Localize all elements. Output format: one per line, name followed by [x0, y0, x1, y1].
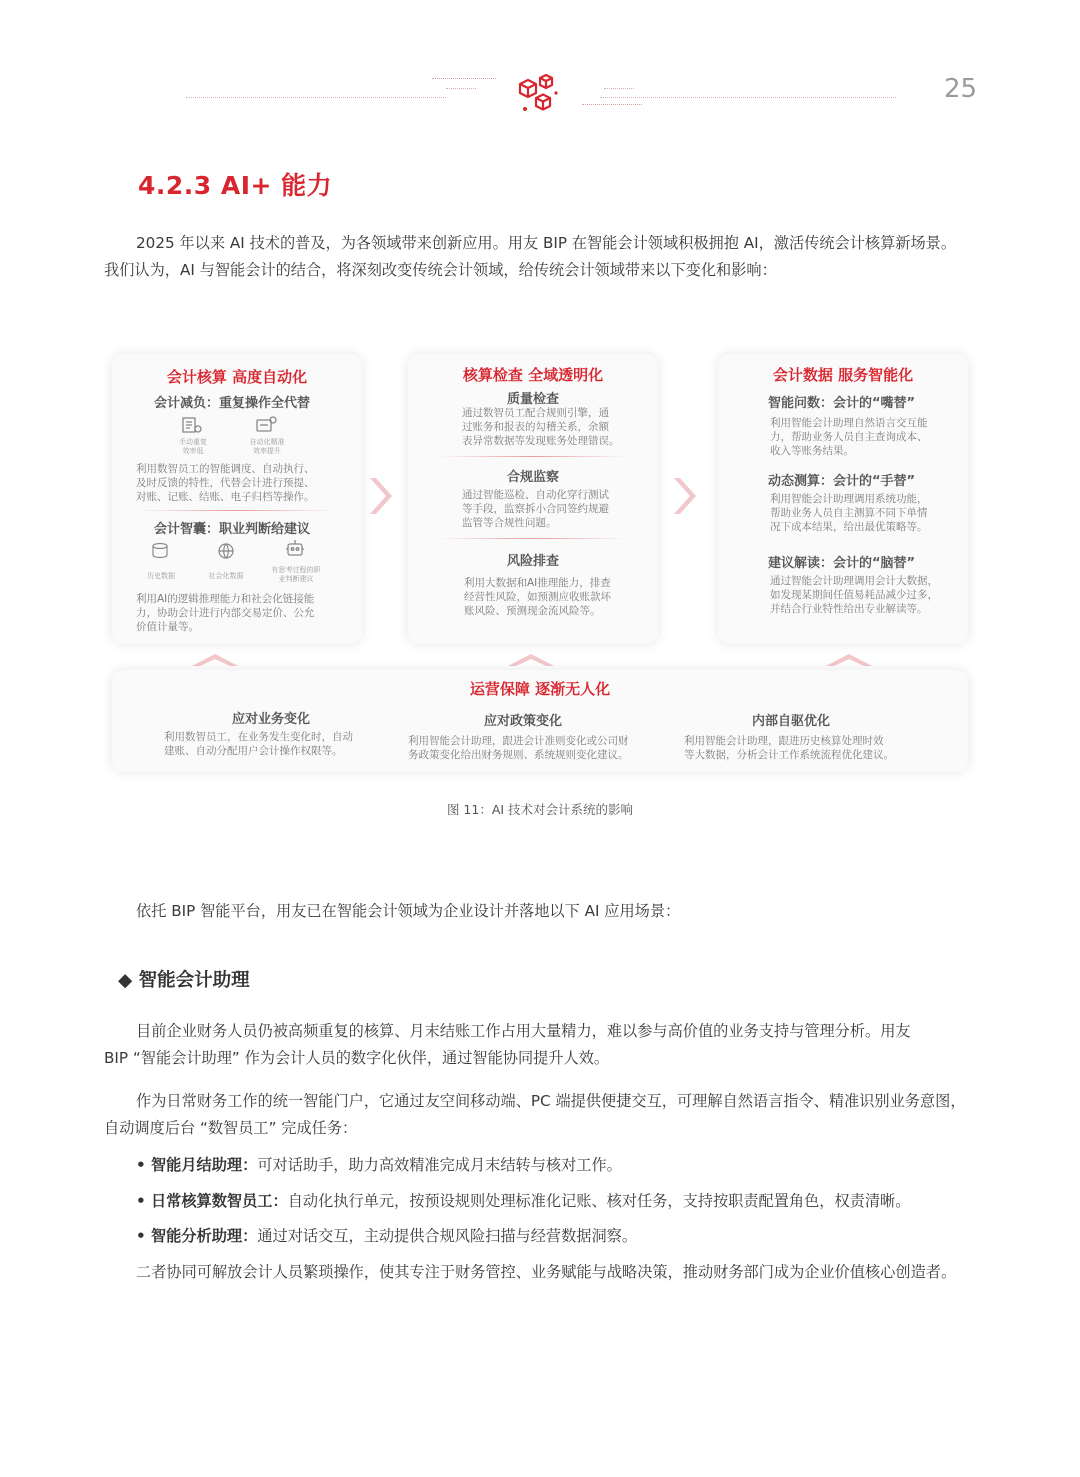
manual-work-icon: [180, 414, 204, 436]
card2-divider-2: [438, 538, 628, 539]
card2-desc-3: 利用大数据和AI推理能力，排查 经营性风险，如预测应收账款坏 账风险、预测现金流风险等。: [464, 577, 611, 617]
card2-divider-1: [438, 456, 628, 457]
bottom-title: 运营保障 逐渐无人化: [469, 680, 611, 698]
card1-desc-2: 利用AI的逻辑推理能力和社会化链接能 力，协助会计进行内部交易定价、公允 价值计量等。: [136, 593, 315, 633]
automation-icon: [254, 414, 278, 436]
card3-desc-1: 利用智能会计助理自然语言交互能 力，帮助业务人员自主查询成本、 收入等账务结果。: [770, 417, 928, 457]
card2-subtitle-3: 风险排查: [506, 554, 559, 569]
card3-subtitle-2: 动态测算：会计的“手替”: [768, 474, 916, 489]
icon-label-automation: 自动化精准 效率提升: [249, 438, 285, 455]
bullet-label: • 智能分析助理：: [136, 1227, 258, 1245]
figure-caption: 图 11：AI 技术对会计系统的影响: [446, 802, 634, 817]
robot-icon: [284, 538, 306, 560]
card3-title: 会计数据 服务智能化: [772, 366, 914, 384]
bottom-col2-title: 应对政策变化: [484, 714, 563, 729]
bottom-col3-desc: 利用智能会计助理，跟进历史核算处理时效 等大数据，分析会计工作系统流程优化建议。: [684, 735, 894, 761]
card3-subtitle-3: 建议解读：会计的“脑替”: [768, 556, 916, 571]
card2-desc-2: 通过智能巡检、自动化穿行测试 等手段，监察拆小合同签约规避 监管等合规性问题。: [462, 489, 609, 529]
assistant-p1-line1: 目前企业财务人员仍被高频重复的核算、月末结账工作占用大量精力，难以参与高价值的业务支持与管理分析。用友: [136, 1022, 911, 1040]
history-data-icon: [150, 542, 170, 560]
bullet-text: 通过对话交互，主动提供合规风险扫描与经营数据洞察。: [257, 1227, 637, 1245]
card-data-service: [718, 354, 968, 644]
bottom-col1-desc: 利用数智员工，在业务发生变化时，自动 建账、自动分配用户会计操作权限等。: [164, 731, 353, 757]
card-accounting-check: [408, 354, 658, 644]
card1-subtitle-1: 会计减负：重复操作全代替: [154, 396, 311, 411]
intro-line-1: 2025 年以来 AI 技术的普及，为各领域带来创新应用。用友 BIP 在智能会计领域积极拥抱 AI，激活传统会计核算新场景。: [136, 234, 957, 252]
assistant-paragraph-2: [104, 1088, 984, 1142]
card1-desc-1: 利用数智员工的智能调度、自动执行、 及时反馈的特性，代替会计进行预提、 对账、记账、结账、电子归档等操作。: [136, 463, 315, 503]
bottom-col2-desc: 利用智能会计助理，跟进会计准则变化或公司财 务政策变化给出财务规则、系统规则变化建议。: [408, 735, 629, 761]
chevron-right-icon: [670, 476, 698, 516]
card3-desc-2: 利用智能会计助理调用系统功能， 帮助业务人员自主测算不同下单情 况下成本结果，给出最优策略等。: [770, 493, 928, 533]
card1-subtitle-2: 会计智囊：职业判断给建议: [154, 522, 311, 537]
assistant-paragraph-1: [104, 1018, 984, 1072]
ai-impact-figure: [108, 348, 974, 780]
icon-label-social: 社会化数据: [208, 572, 244, 580]
intro-paragraph: [104, 230, 984, 284]
card-operations: [112, 670, 968, 772]
card2-subtitle-1: 质量检查: [506, 392, 559, 407]
card2-subtitle-2: 合规监察: [506, 470, 559, 485]
bullet-label: • 智能月结助理：: [136, 1156, 258, 1174]
closing-paragraph: [104, 1259, 984, 1286]
card1-title: 会计核算 高度自动化: [166, 368, 308, 386]
card2-title: 核算检查 全域透明化: [462, 366, 604, 384]
bottom-col1-title: 应对业务变化: [232, 712, 311, 727]
icon-label-history: 历史数据: [147, 572, 175, 580]
bullet-text: 可对话助手，助力高效精准完成月末结转与核对工作。: [257, 1156, 622, 1174]
heading-smart-assistant: ◆ 智能会计助理: [118, 970, 250, 991]
icon-label-judgement: 有思考过程的职 业判断建议: [271, 566, 321, 583]
card1-divider: [136, 510, 336, 511]
assistant-p2-line1: 作为日常财务工作的统一智能门户，它通过友空间移动端、PC 端提供便捷交互，可理解自然语言指令、精准识别业务意图，: [136, 1092, 966, 1110]
social-data-icon: [216, 542, 236, 560]
chevron-right-icon: [366, 476, 394, 516]
card3-desc-3: 通过智能会计助理调用会计大数据， 如发现某期间任值易耗品减少过多， 并结合行业特性给出专业解读等。: [770, 575, 938, 615]
bip-line: 依托 BIP 智能平台，用友已在智能会计领域为企业设计并落地以下 AI 应用场景：: [136, 902, 681, 920]
card-accounting-automation: [112, 354, 362, 644]
cubes-logo-icon: [512, 72, 564, 116]
up-arrow-icon: [192, 652, 238, 666]
bullet-text: 自动化执行单元，按预设规则处理标准化记账、核对任务，支持按职责配置角色，权责清晰。: [287, 1192, 911, 1210]
up-arrow-icon: [508, 652, 554, 666]
card3-subtitle-1: 智能问数：会计的“嘴替”: [768, 396, 916, 411]
bullet-item: [136, 1225, 637, 1246]
icon-label-manual: 手动重复 效率低: [179, 438, 207, 455]
assistant-p2-line2: 自动调度后台 “数智员工” 完成任务：: [104, 1119, 358, 1137]
assistant-p1-line2: BIP “智能会计助理” 作为会计人员的数字化伙伴，通过智能协同提升人效。: [104, 1049, 610, 1067]
bullet-item: [136, 1190, 910, 1211]
bullet-label: • 日常核算数智员工：: [136, 1192, 288, 1210]
closing-line: 二者协同可解放会计人员繁琐操作，使其专注于财务管控、业务赋能与战略决策，推动财务部门成为企业价值核心创造者。: [136, 1263, 957, 1281]
card2-desc-1: 通过数智员工配合规则引擎，通 过账务和报表的勾稽关系，余额 表异常数据等发现账务处理错误。: [462, 407, 620, 447]
up-arrow-icon: [826, 652, 872, 666]
intro-line-2: 我们认为，AI 与智能会计的结合，将深刻改变传统会计领域，给传统会计领域带来以下变化和影响：: [104, 261, 777, 279]
bullet-item: [136, 1154, 622, 1175]
bottom-col3-title: 内部自驱优化: [752, 714, 831, 729]
section-title: 4.2.3 AI+ 能力: [138, 171, 333, 200]
page-number: 25: [944, 74, 978, 104]
bip-paragraph: [104, 898, 984, 925]
